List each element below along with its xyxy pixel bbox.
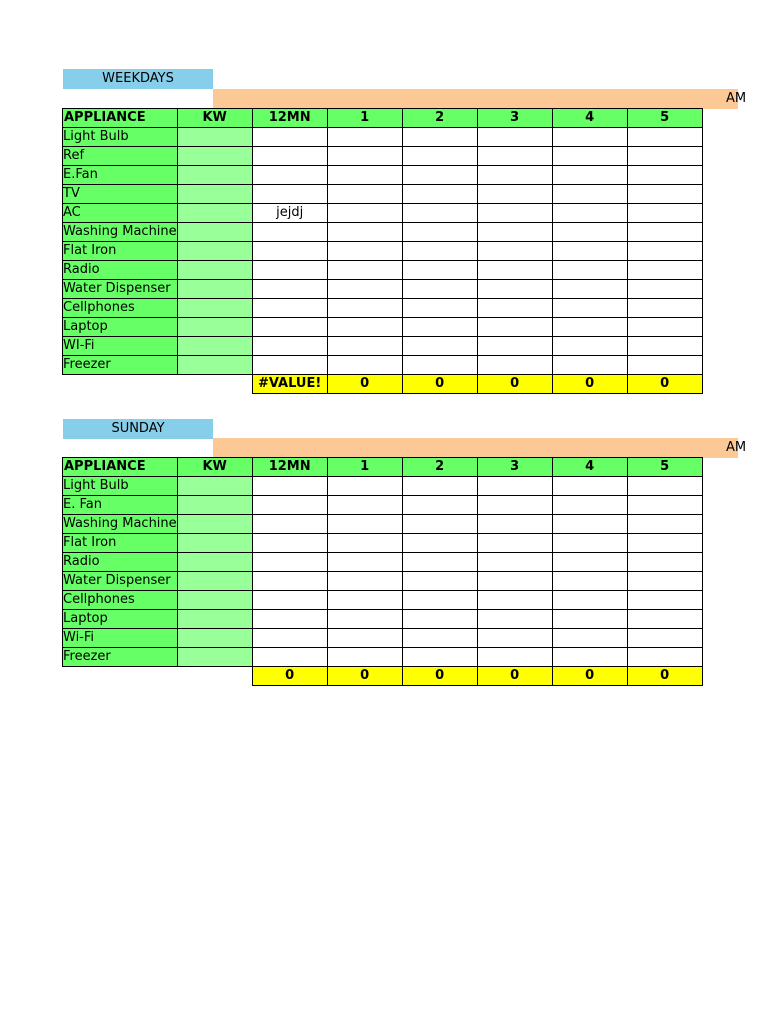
hour-cell[interactable] <box>552 128 627 147</box>
hour-cell[interactable] <box>402 166 477 185</box>
hour-cell[interactable] <box>627 553 702 572</box>
hour-cell[interactable] <box>402 356 477 375</box>
hour-cell[interactable] <box>252 128 327 147</box>
hour-cell[interactable] <box>327 572 402 591</box>
kw-cell[interactable] <box>177 496 252 515</box>
sunday-title[interactable]: SUNDAY <box>63 419 213 439</box>
hour-cell[interactable] <box>327 166 402 185</box>
hour-cell[interactable] <box>402 591 477 610</box>
hour-cell[interactable] <box>627 648 702 667</box>
hour-cell[interactable] <box>477 356 552 375</box>
appliance-name: Washing Machine <box>63 516 177 531</box>
column-header-4[interactable]: 2 <box>402 109 477 128</box>
total-cell[interactable]: 0 <box>477 375 552 394</box>
table-row <box>63 356 703 375</box>
hour-cell[interactable] <box>327 204 402 223</box>
hour-cell[interactable] <box>327 223 402 242</box>
kw-cell[interactable] <box>177 591 252 610</box>
hour-cell[interactable] <box>552 591 627 610</box>
hour-cell[interactable] <box>627 166 702 185</box>
hour-cell[interactable] <box>552 477 627 496</box>
kw-cell[interactable] <box>177 477 252 496</box>
hour-cell[interactable] <box>627 128 702 147</box>
hour-cell[interactable] <box>327 648 402 667</box>
table-row <box>63 337 703 356</box>
hour-cell[interactable] <box>477 261 552 280</box>
hour-cell[interactable] <box>627 477 702 496</box>
hour-cell[interactable] <box>252 553 327 572</box>
appliance-name-cell[interactable] <box>63 496 178 515</box>
appliance-name: TV <box>63 186 80 201</box>
total-cell[interactable]: 0 <box>327 667 402 686</box>
hour-cell[interactable] <box>552 280 627 299</box>
appliance-name-cell[interactable] <box>63 128 178 147</box>
kw-cell[interactable] <box>177 204 252 223</box>
hour-cell[interactable] <box>252 629 327 648</box>
appliance-name-cell[interactable] <box>63 356 178 375</box>
hour-cell[interactable] <box>552 553 627 572</box>
appliance-name-cell[interactable] <box>63 591 178 610</box>
column-header-0[interactable]: APPLIANCE <box>63 458 178 477</box>
totals-row <box>63 375 703 394</box>
column-header-1[interactable]: KW <box>177 458 252 477</box>
hour-cell[interactable] <box>252 147 327 166</box>
table-row <box>63 477 703 496</box>
hour-cell[interactable] <box>327 553 402 572</box>
hour-cell[interactable] <box>327 261 402 280</box>
hour-cell[interactable] <box>627 147 702 166</box>
hour-cell[interactable] <box>327 280 402 299</box>
hour-cell[interactable] <box>552 496 627 515</box>
table-row <box>63 147 703 166</box>
table-row <box>63 261 703 280</box>
hour-cell[interactable] <box>627 242 702 261</box>
hour-cell[interactable] <box>402 534 477 553</box>
hour-cell[interactable] <box>552 318 627 337</box>
hour-cell[interactable] <box>252 534 327 553</box>
hour-cell[interactable] <box>552 610 627 629</box>
appliance-name-cell[interactable] <box>63 261 178 280</box>
appliance-name-cell[interactable] <box>63 337 178 356</box>
total-cell[interactable]: 0 <box>327 375 402 394</box>
hour-cell[interactable] <box>402 128 477 147</box>
table-row <box>63 515 703 534</box>
blank-cell <box>63 375 178 394</box>
hour-cell[interactable] <box>402 515 477 534</box>
hour-cell[interactable] <box>627 204 702 223</box>
hour-cell[interactable] <box>552 185 627 204</box>
hour-cell[interactable] <box>327 610 402 629</box>
appliance-name-cell[interactable] <box>63 515 178 534</box>
table-row <box>63 572 703 591</box>
table-row <box>63 280 703 299</box>
hour-cell[interactable] <box>252 261 327 280</box>
hour-cell[interactable] <box>627 185 702 204</box>
appliance-name: Laptop <box>63 611 108 626</box>
hour-cell[interactable] <box>327 337 402 356</box>
hour-cell[interactable] <box>627 223 702 242</box>
hour-cell[interactable] <box>627 299 702 318</box>
hour-cell[interactable] <box>627 515 702 534</box>
hour-cell[interactable] <box>552 204 627 223</box>
appliance-name-cell[interactable] <box>63 147 178 166</box>
table-row <box>63 185 703 204</box>
hour-cell[interactable] <box>477 204 552 223</box>
appliance-name-cell[interactable] <box>63 553 178 572</box>
kw-cell[interactable] <box>177 185 252 204</box>
hour-cell[interactable] <box>477 648 552 667</box>
table-row <box>63 128 703 147</box>
kw-cell[interactable] <box>177 242 252 261</box>
hour-cell[interactable] <box>477 477 552 496</box>
appliance-name: Water Dispenser <box>63 573 171 588</box>
hour-cell[interactable] <box>552 515 627 534</box>
weekdays-am-label: AM <box>726 91 747 106</box>
hour-cell[interactable] <box>477 242 552 261</box>
hour-cell[interactable] <box>627 261 702 280</box>
hour-cell[interactable] <box>552 242 627 261</box>
total-cell[interactable]: 0 <box>477 667 552 686</box>
appliance-name: WI-Fi <box>63 338 95 353</box>
hour-cell[interactable] <box>477 534 552 553</box>
hour-cell[interactable] <box>402 261 477 280</box>
kw-cell[interactable] <box>177 299 252 318</box>
hour-cell[interactable] <box>327 496 402 515</box>
appliance-name: E.Fan <box>63 167 98 182</box>
hour-cell[interactable] <box>552 261 627 280</box>
total-cell[interactable]: 0 <box>402 375 477 394</box>
table-row <box>63 496 703 515</box>
table-row <box>63 166 703 185</box>
hour-cell[interactable] <box>402 496 477 515</box>
hour-cell[interactable] <box>252 166 327 185</box>
hour-cell[interactable] <box>627 610 702 629</box>
appliance-name: Flat Iron <box>63 243 117 258</box>
appliance-name-cell[interactable] <box>63 572 178 591</box>
table-row <box>63 223 703 242</box>
hour-cell[interactable] <box>402 477 477 496</box>
column-header-4[interactable]: 2 <box>402 458 477 477</box>
hour-cell[interactable] <box>402 299 477 318</box>
hour-cell[interactable] <box>552 648 627 667</box>
hour-cell[interactable] <box>477 572 552 591</box>
column-header-5[interactable]: 3 <box>477 109 552 128</box>
hour-cell[interactable] <box>252 299 327 318</box>
hour-cell[interactable] <box>402 185 477 204</box>
appliance-name-cell[interactable] <box>63 166 178 185</box>
appliance-name-cell[interactable] <box>63 280 178 299</box>
table-row <box>63 204 703 223</box>
kw-cell[interactable] <box>177 534 252 553</box>
hour-cell[interactable] <box>627 356 702 375</box>
hour-cell[interactable] <box>552 572 627 591</box>
appliance-name-cell[interactable] <box>63 204 178 223</box>
hour-cell[interactable] <box>552 299 627 318</box>
hour-cell[interactable] <box>477 128 552 147</box>
kw-cell[interactable] <box>177 629 252 648</box>
hour-cell[interactable] <box>402 572 477 591</box>
appliance-name-cell[interactable] <box>63 477 178 496</box>
appliance-name: Cellphones <box>63 300 135 315</box>
hour-cell[interactable] <box>477 185 552 204</box>
hour-cell[interactable] <box>552 356 627 375</box>
hour-cell[interactable] <box>552 166 627 185</box>
hour-cell[interactable] <box>252 318 327 337</box>
hour-cell[interactable] <box>552 534 627 553</box>
hour-cell[interactable] <box>477 337 552 356</box>
hour-cell[interactable] <box>327 629 402 648</box>
hour-cell[interactable] <box>252 572 327 591</box>
table-row <box>63 299 703 318</box>
appliance-name: Ref <box>63 148 85 163</box>
hour-cell[interactable] <box>552 337 627 356</box>
appliance-name: Light Bulb <box>63 129 129 144</box>
table-row <box>63 553 703 572</box>
hour-cell[interactable] <box>477 591 552 610</box>
appliance-name-cell[interactable] <box>63 223 178 242</box>
hour-cell[interactable] <box>252 496 327 515</box>
table-row <box>63 648 703 667</box>
hour-cell[interactable] <box>327 477 402 496</box>
hour-cell[interactable] <box>477 166 552 185</box>
hour-cell[interactable] <box>627 591 702 610</box>
hour-cell[interactable] <box>402 280 477 299</box>
appliance-name: Freezer <box>63 649 111 664</box>
column-header-7[interactable]: 5 <box>627 458 702 477</box>
hour-cell[interactable] <box>327 299 402 318</box>
appliance-name: Cellphones <box>63 592 135 607</box>
table-row <box>63 534 703 553</box>
appliance-name-cell[interactable] <box>63 242 178 261</box>
appliance-name: Wi-Fi <box>63 630 95 645</box>
table-row <box>63 629 703 648</box>
total-cell[interactable]: #VALUE! <box>252 375 327 394</box>
totals-row <box>63 667 703 686</box>
table-row <box>63 242 703 261</box>
sunday-am-band[interactable] <box>213 438 747 458</box>
kw-cell[interactable] <box>177 261 252 280</box>
appliance-name-cell[interactable] <box>63 318 178 337</box>
hour-cell[interactable] <box>327 534 402 553</box>
hour-cell[interactable] <box>477 553 552 572</box>
kw-cell[interactable] <box>177 147 252 166</box>
hour-cell[interactable] <box>252 223 327 242</box>
appliance-name-cell[interactable] <box>63 185 178 204</box>
hour-cell[interactable]: jejdj <box>252 204 327 223</box>
hour-cell[interactable] <box>552 223 627 242</box>
hour-cell[interactable] <box>477 299 552 318</box>
hour-cell[interactable] <box>327 515 402 534</box>
hour-cell[interactable] <box>252 280 327 299</box>
hour-cell[interactable] <box>327 128 402 147</box>
weekdays-am-band[interactable] <box>213 89 747 109</box>
appliance-name: Light Bulb <box>63 478 129 493</box>
hour-cell[interactable] <box>477 147 552 166</box>
kw-cell[interactable] <box>177 318 252 337</box>
appliance-name: Radio <box>63 554 100 569</box>
appliance-name-cell[interactable] <box>63 534 178 553</box>
column-header-1[interactable]: KW <box>177 109 252 128</box>
total-cell[interactable]: 0 <box>552 375 627 394</box>
table-row <box>63 591 703 610</box>
hour-cell[interactable] <box>402 318 477 337</box>
blank-cell <box>63 667 178 686</box>
kw-cell[interactable] <box>177 223 252 242</box>
total-cell[interactable]: 0 <box>627 375 702 394</box>
weekdays-title[interactable]: WEEKDAYS <box>63 69 213 89</box>
hour-cell[interactable] <box>402 648 477 667</box>
hour-cell[interactable] <box>252 356 327 375</box>
appliance-name: Freezer <box>63 357 111 372</box>
appliance-name: E. Fan <box>63 497 102 512</box>
kw-cell[interactable] <box>177 610 252 629</box>
total-cell[interactable]: 0 <box>252 667 327 686</box>
hour-cell[interactable] <box>327 242 402 261</box>
kw-cell[interactable] <box>177 356 252 375</box>
header-row <box>63 458 703 477</box>
hour-cell[interactable] <box>402 242 477 261</box>
appliance-name: Radio <box>63 262 100 277</box>
hour-cell[interactable] <box>627 280 702 299</box>
hour-cell[interactable] <box>477 318 552 337</box>
hour-cell[interactable] <box>252 648 327 667</box>
appliance-name: Washing Machine <box>63 224 177 239</box>
column-header-6[interactable]: 4 <box>552 458 627 477</box>
hour-cell[interactable] <box>402 553 477 572</box>
sunday-am-label: AM <box>726 440 747 455</box>
hour-cell[interactable] <box>327 318 402 337</box>
column-header-3[interactable]: 1 <box>327 458 402 477</box>
hour-cell[interactable] <box>627 629 702 648</box>
kw-cell[interactable] <box>177 553 252 572</box>
appliance-name-cell[interactable] <box>63 610 178 629</box>
hour-cell[interactable] <box>327 147 402 166</box>
total-cell[interactable]: 0 <box>402 667 477 686</box>
hour-cell[interactable] <box>402 223 477 242</box>
kw-cell[interactable] <box>177 166 252 185</box>
hour-cell[interactable] <box>402 204 477 223</box>
hour-cell[interactable] <box>627 534 702 553</box>
hour-cell[interactable] <box>402 610 477 629</box>
table-row <box>63 318 703 337</box>
total-cell[interactable]: 0 <box>552 667 627 686</box>
hour-cell[interactable] <box>252 185 327 204</box>
blank-cell <box>177 667 252 686</box>
appliance-name-cell[interactable] <box>63 629 178 648</box>
hour-cell[interactable] <box>477 223 552 242</box>
hour-cell[interactable] <box>477 610 552 629</box>
hour-cell[interactable] <box>477 515 552 534</box>
column-header-2[interactable]: 12MN <box>252 458 327 477</box>
kw-cell[interactable] <box>177 515 252 534</box>
hour-cell[interactable] <box>327 356 402 375</box>
kw-cell[interactable] <box>177 280 252 299</box>
hour-cell[interactable] <box>627 318 702 337</box>
hour-cell[interactable] <box>627 572 702 591</box>
hour-cell[interactable] <box>627 496 702 515</box>
hour-cell[interactable] <box>477 629 552 648</box>
hour-cell[interactable] <box>552 147 627 166</box>
weekdays-table <box>62 108 703 394</box>
hour-cell[interactable] <box>252 515 327 534</box>
appliance-name: Water Dispenser <box>63 281 171 296</box>
column-header-7[interactable]: 5 <box>627 109 702 128</box>
column-header-2[interactable]: 12MN <box>252 109 327 128</box>
hour-cell[interactable] <box>252 337 327 356</box>
hour-cell[interactable] <box>252 610 327 629</box>
appliance-name: Laptop <box>63 319 108 334</box>
hour-cell[interactable] <box>327 185 402 204</box>
total-cell[interactable]: 0 <box>627 667 702 686</box>
sunday-table <box>62 457 703 686</box>
column-header-6[interactable]: 4 <box>552 109 627 128</box>
hour-cell[interactable] <box>552 629 627 648</box>
column-header-0[interactable]: APPLIANCE <box>63 109 178 128</box>
hour-cell[interactable] <box>252 477 327 496</box>
hour-cell[interactable] <box>252 591 327 610</box>
kw-cell[interactable] <box>177 337 252 356</box>
hour-cell[interactable] <box>402 629 477 648</box>
table-row <box>63 610 703 629</box>
appliance-name: Flat Iron <box>63 535 117 550</box>
kw-cell[interactable] <box>177 572 252 591</box>
column-header-5[interactable]: 3 <box>477 458 552 477</box>
hour-cell[interactable] <box>627 337 702 356</box>
blank-cell <box>177 375 252 394</box>
hour-cell[interactable] <box>477 496 552 515</box>
hour-cell[interactable] <box>327 591 402 610</box>
hour-cell[interactable] <box>477 280 552 299</box>
kw-cell[interactable] <box>177 128 252 147</box>
column-header-3[interactable]: 1 <box>327 109 402 128</box>
hour-cell[interactable] <box>402 337 477 356</box>
hour-cell[interactable] <box>402 147 477 166</box>
appliance-name-cell[interactable] <box>63 299 178 318</box>
appliance-name-cell[interactable] <box>63 648 178 667</box>
kw-cell[interactable] <box>177 648 252 667</box>
appliance-name: AC <box>63 205 81 220</box>
header-row <box>63 109 703 128</box>
hour-cell[interactable] <box>252 242 327 261</box>
